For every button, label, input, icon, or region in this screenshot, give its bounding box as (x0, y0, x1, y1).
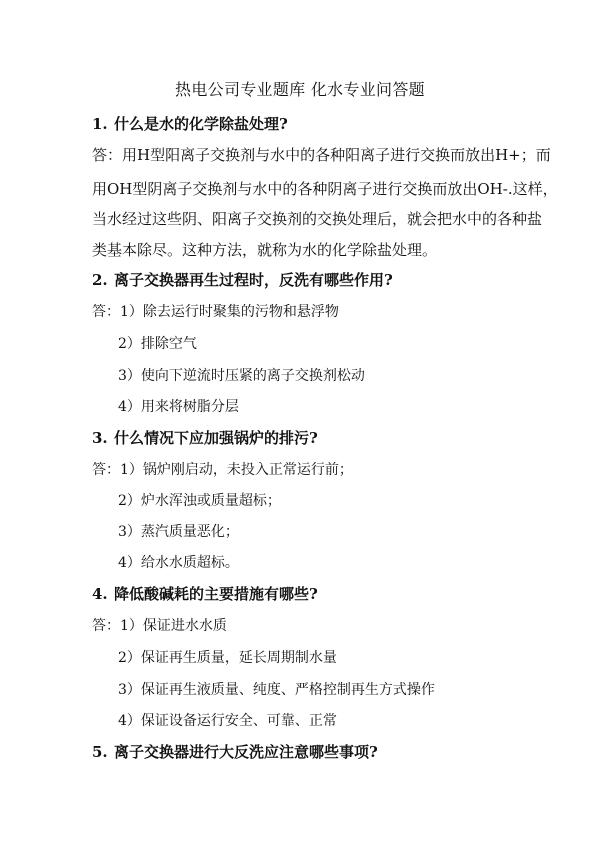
answer-item: 3）保证再生液质量、纯度、严格控制再生方式操作 (118, 682, 435, 698)
question-number: 5. (92, 743, 108, 761)
question-text: 降低酸碱耗的主要措施有哪些? (114, 585, 318, 603)
answer-item: 2）炉水浑浊或质量超标； (118, 493, 281, 509)
answer-item: 4）给水水质超标。 (118, 555, 239, 571)
answer-item: 2）保证再生质量，延长周期制水量 (118, 650, 337, 666)
answer-item: 3）使向下逆流时压紧的离子交换剂松动 (118, 368, 365, 384)
answer-head: 答：1）除去运行时聚集的污物和悬浮物 (92, 304, 339, 320)
answer-line: 当水经过这些阴、阳离子交换剂的交换处理后，就会把水中的各种盐 (92, 210, 543, 228)
answer-item: 2）排除空气 (118, 336, 197, 352)
answer-line: 答：用H型阳离子交换剂与水中的各种阳离子进行交换而放出H+；而 (92, 146, 551, 164)
question-text: 离子交换器再生过程时，反洗有哪些作用? (114, 271, 393, 289)
document-title: 热电公司专业题库 化水专业问答题 (175, 80, 425, 99)
question-5 (92, 741, 378, 762)
question-3 (92, 427, 318, 448)
question-number: 2. (92, 271, 108, 289)
answer-line: 用OH型阴离子交换剂与水中的各种阴离子进行交换而放出OH-.这样， (92, 180, 558, 198)
answer-line: 类基本除尽。这种方法，就称为水的化学除盐处理。 (92, 241, 438, 259)
question-number: 3. (92, 429, 108, 447)
answer-item: 3）蒸汽质量恶化； (118, 524, 239, 540)
answer-item: 4）用来将树脂分层 (118, 399, 239, 415)
question-2 (92, 269, 393, 290)
question-text: 离子交换器进行大反洗应注意哪些事项? (114, 743, 378, 761)
answer-head: 答：1）保证进水水质 (92, 618, 227, 634)
answer-head: 答：1）锅炉刚启动，未投入正常运行前； (92, 462, 353, 478)
answer-item: 4）保证设备运行安全、可靠、正常 (118, 713, 337, 729)
question-text: 什么情况下应加强锅炉的排污? (114, 429, 318, 447)
question-1 (92, 113, 288, 134)
question-number: 4. (92, 585, 108, 603)
question-4 (92, 583, 318, 604)
question-text: 什么是水的化学除盐处理? (114, 115, 288, 133)
question-number: 1. (92, 115, 108, 133)
